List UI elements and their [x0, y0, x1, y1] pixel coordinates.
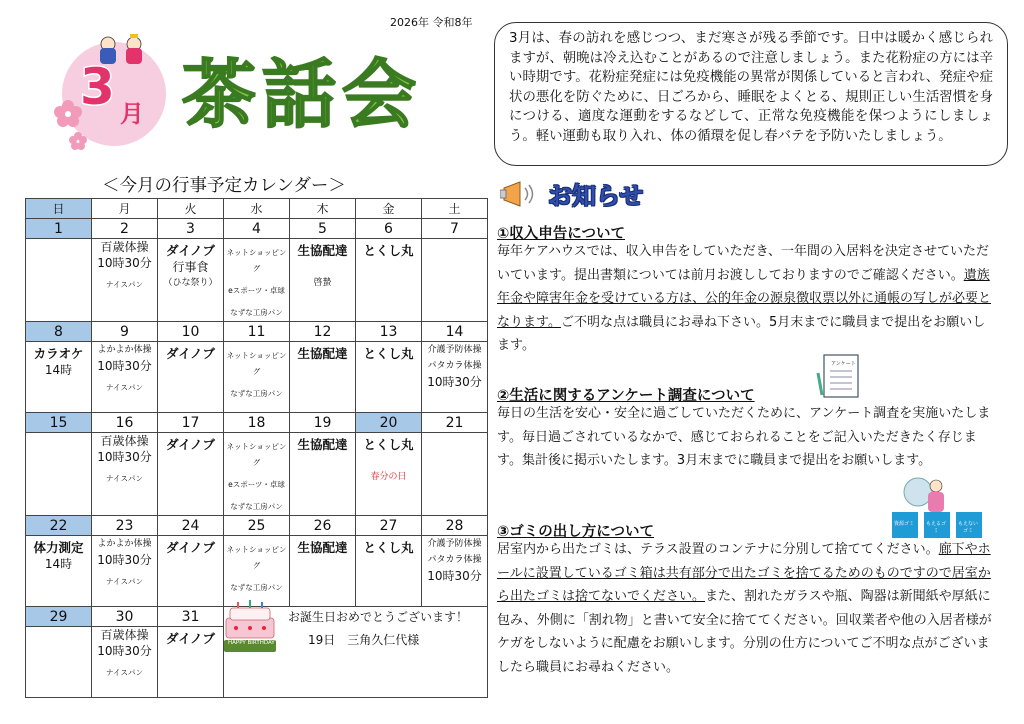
day-cell	[290, 536, 356, 607]
day-cell	[92, 239, 158, 322]
birthday-name: 19日 三角久仁代様	[308, 633, 420, 647]
day-number: 20	[356, 413, 422, 433]
day-number: 7	[422, 219, 488, 239]
body-text: ご不明な点は職員にお尋ね下さい。5月末までに職員まで提出をお願いします。	[497, 314, 986, 353]
event-text: 生協配達	[297, 243, 348, 258]
event-text: ネットショッピング	[226, 442, 287, 467]
survey-label: アンケート	[831, 361, 856, 367]
event-text: ダイノブ	[165, 346, 215, 361]
day-number: 8	[26, 322, 92, 342]
day-cell	[158, 536, 224, 607]
weekday-header: 木	[290, 199, 356, 219]
day-number: 30	[92, 607, 158, 627]
month-number: 3	[80, 58, 115, 116]
day-number: 26	[290, 516, 356, 536]
event-text: 介護予防体操	[427, 345, 482, 355]
event-text: 10時30分	[97, 644, 152, 658]
day-cell	[224, 536, 290, 607]
body-text: また、割れたガラスや瓶、陶器は新聞紙や厚紙に包み、外側に「割れ物」と書いて安全に捨ててください。回収業者や他の入居者様がケガをしないように配慮をお願いします。分別の仕方についてご不明な点がございましたら職員にお尋ねください。	[497, 589, 992, 675]
day-number: 23	[92, 516, 158, 536]
event-text: ダイノブ	[165, 243, 215, 258]
day-cell	[224, 239, 290, 322]
day-cell	[26, 239, 92, 322]
event-text: ナイスパン	[106, 668, 143, 677]
day-cell	[290, 342, 356, 413]
weekday-header: 日	[26, 199, 92, 219]
page-title: 茶話会	[182, 52, 422, 138]
event-text: ダイノブ	[165, 540, 215, 555]
event-text: ネットショッピング	[226, 351, 287, 376]
day-number: 5	[290, 219, 356, 239]
event-text: 生協配達	[297, 346, 348, 361]
weekday-header: 金	[356, 199, 422, 219]
day-cell	[356, 342, 422, 413]
event-text: ナイスパン	[106, 383, 143, 392]
day-number: 31	[158, 607, 224, 627]
day-cell	[26, 433, 92, 516]
event-text: とくし丸	[363, 243, 414, 258]
day-cell	[356, 536, 422, 607]
megaphone-icon	[500, 178, 540, 210]
day-cell	[92, 536, 158, 607]
event-text: ナイスパン	[106, 280, 143, 289]
weekday-header: 火	[158, 199, 224, 219]
year-label: 2026年 令和8年	[390, 16, 473, 29]
event-text: 10時30分	[427, 569, 482, 583]
day-number: 28	[422, 516, 488, 536]
event-text: カラオケ	[33, 346, 84, 361]
day-cell	[158, 342, 224, 413]
day-number: 21	[422, 413, 488, 433]
event-text: よかよか体操	[97, 539, 152, 549]
section-heading-garbage: ③ゴミの出し方について	[497, 524, 654, 540]
day-number: 18	[224, 413, 290, 433]
body-text: 毎年ケアハウスでは、収入申告をしていただき、一年間の入居料を決定させていただいています。提出書類については前月お渡ししておりますのでご確認ください。	[497, 244, 990, 283]
event-text: ナイスパン	[106, 577, 143, 586]
event-text: 体力測定	[33, 540, 84, 555]
day-number: 6	[356, 219, 422, 239]
day-cell	[26, 627, 92, 698]
event-text: よかよか体操	[97, 345, 152, 355]
day-cell	[224, 433, 290, 516]
event-text: とくし丸	[363, 346, 414, 361]
day-number: 12	[290, 322, 356, 342]
day-number: 13	[356, 322, 422, 342]
cake-text: HAPPY BIRTHDAY	[228, 640, 275, 646]
day-cell	[26, 342, 92, 413]
bin-label: もえるゴミ	[925, 521, 946, 534]
month-badge	[62, 42, 166, 146]
event-text	[290, 259, 355, 275]
event-text: 春分の日	[370, 472, 407, 482]
day-cell	[158, 627, 224, 698]
event-text: パタカラ体操	[427, 555, 482, 565]
bin-label: 資源ゴミ	[893, 521, 914, 527]
event-text: 10時30分	[97, 450, 152, 464]
day-number: 27	[356, 516, 422, 536]
day-number: 16	[92, 413, 158, 433]
day-cell	[26, 536, 92, 607]
event-text: ネットショッピング	[226, 545, 287, 570]
month-suffix: 月	[120, 100, 144, 128]
event-text: 14時	[44, 363, 73, 377]
day-number: 2	[92, 219, 158, 239]
section-body-garbage	[497, 538, 997, 679]
day-cell	[422, 239, 488, 322]
event-text	[356, 453, 421, 469]
event-text: 啓蟄	[313, 278, 332, 288]
day-number: 22	[26, 516, 92, 536]
day-cell	[356, 433, 422, 516]
weekday-header: 水	[224, 199, 290, 219]
event-text: なずな工房パン	[230, 308, 283, 317]
body-text-underlined: 遺族年金や障害年金を受けている方は、公的年金の源泉徴収票以外に通帳の写しが必要となります。	[497, 267, 992, 330]
body-text: 毎日の生活を安心・安全に過ごしていただくために、アンケート調査を実施いたします。毎日過ごされているなかで、感じておられることをご記入いただきたく存じます。集計後に掲示いたします。3月末までに職員まで提出をお願いします。	[497, 406, 991, 468]
event-text: ネットショッピング	[226, 248, 287, 273]
day-cell	[422, 433, 488, 516]
event-text: なずな工房パン	[230, 389, 283, 398]
day-cell	[92, 433, 158, 516]
day-number: 9	[92, 322, 158, 342]
event-text: 10時30分	[427, 375, 482, 389]
weekday-header: 月	[92, 199, 158, 219]
day-number: 19	[290, 413, 356, 433]
day-cell	[422, 342, 488, 413]
day-number: 1	[26, 219, 92, 239]
day-cell	[92, 627, 158, 698]
section-heading-survey: ②生活に関するアンケート調査について	[497, 388, 755, 404]
day-cell	[356, 239, 422, 322]
event-text: ダイノブ	[165, 631, 215, 646]
day-number: 4	[224, 219, 290, 239]
event-text: とくし丸	[363, 540, 414, 555]
event-text: 行事食	[172, 260, 209, 274]
intro-box: 3月は、春の訪れを感じつつ、まだ寒さが残る季節です。日中は暖かく感じられますが、朝晩は冷え込むことがあるので注意しましょう。また花粉症の方には辛い時期です。花粉症発症には免疫機能の異常が関係していると言われ、発症や症状の悪化を防ぐために、日ごろから、睡眠をよくとる、規則正しい生活習慣を身につける、適度な運動をするなどして、正常な免疫機能を保つようにしましょう。軽い運動も取り入れ、体の循環を促し春バテを予防いたしましょう。	[494, 22, 1008, 166]
event-text: 10時30分	[97, 256, 152, 270]
day-number: 24	[158, 516, 224, 536]
event-text: 生協配達	[297, 437, 348, 452]
event-text: 百歳体操	[100, 434, 149, 448]
event-text: 10時30分	[97, 359, 152, 373]
event-text: なずな工房パン	[230, 583, 283, 592]
day-cell	[290, 433, 356, 516]
day-number: 10	[158, 322, 224, 342]
weekday-header: 土	[422, 199, 488, 219]
day-cell	[290, 239, 356, 322]
section-body-survey	[497, 402, 997, 473]
event-text: ナイスパン	[106, 474, 143, 483]
event-text: とくし丸	[363, 437, 414, 452]
birthday-message: お誕生日おめでとうございます！	[288, 610, 469, 624]
event-text: 百歳体操	[100, 628, 149, 642]
event-text: 介護予防体操	[427, 539, 482, 549]
section-heading-income: ①収入申告について	[497, 226, 625, 242]
event-text: なずな工房パン	[230, 502, 283, 511]
day-cell	[422, 536, 488, 607]
event-text: eスポーツ・卓球	[228, 286, 285, 295]
event-text: 14時	[44, 557, 73, 571]
day-number: 14	[422, 322, 488, 342]
calendar-title: ＜今月の行事予定カレンダー＞	[102, 176, 346, 196]
event-text: 生協配達	[297, 540, 348, 555]
event-text: 10時30分	[97, 553, 152, 567]
event-text: ダイノブ	[165, 437, 215, 452]
day-cell	[158, 433, 224, 516]
event-text: パタカラ体操	[427, 361, 482, 371]
event-text: eスポーツ・卓球	[228, 480, 285, 489]
day-cell	[92, 342, 158, 413]
section-body-income	[497, 240, 997, 358]
body-text-underlined: 廊下やホールに設置しているゴミ箱は共有部分で出たゴミを捨てるためのものですので居室から出たゴミは捨てないでください。	[497, 542, 991, 604]
body-text: 居室内から出たゴミは、テラス設置のコンテナに分別して捨ててください。	[497, 542, 939, 557]
bin-label: もえないゴミ	[957, 521, 978, 534]
day-number: 25	[224, 516, 290, 536]
day-cell	[224, 342, 290, 413]
event-text: （ひな祭り）	[163, 278, 218, 288]
notice-title: お知らせ	[548, 182, 644, 210]
day-number: 11	[224, 322, 290, 342]
day-number: 29	[26, 607, 92, 627]
day-number: 3	[158, 219, 224, 239]
day-cell	[158, 239, 224, 322]
day-number: 15	[26, 413, 92, 433]
event-text: 百歳体操	[100, 240, 149, 254]
day-number: 17	[158, 413, 224, 433]
